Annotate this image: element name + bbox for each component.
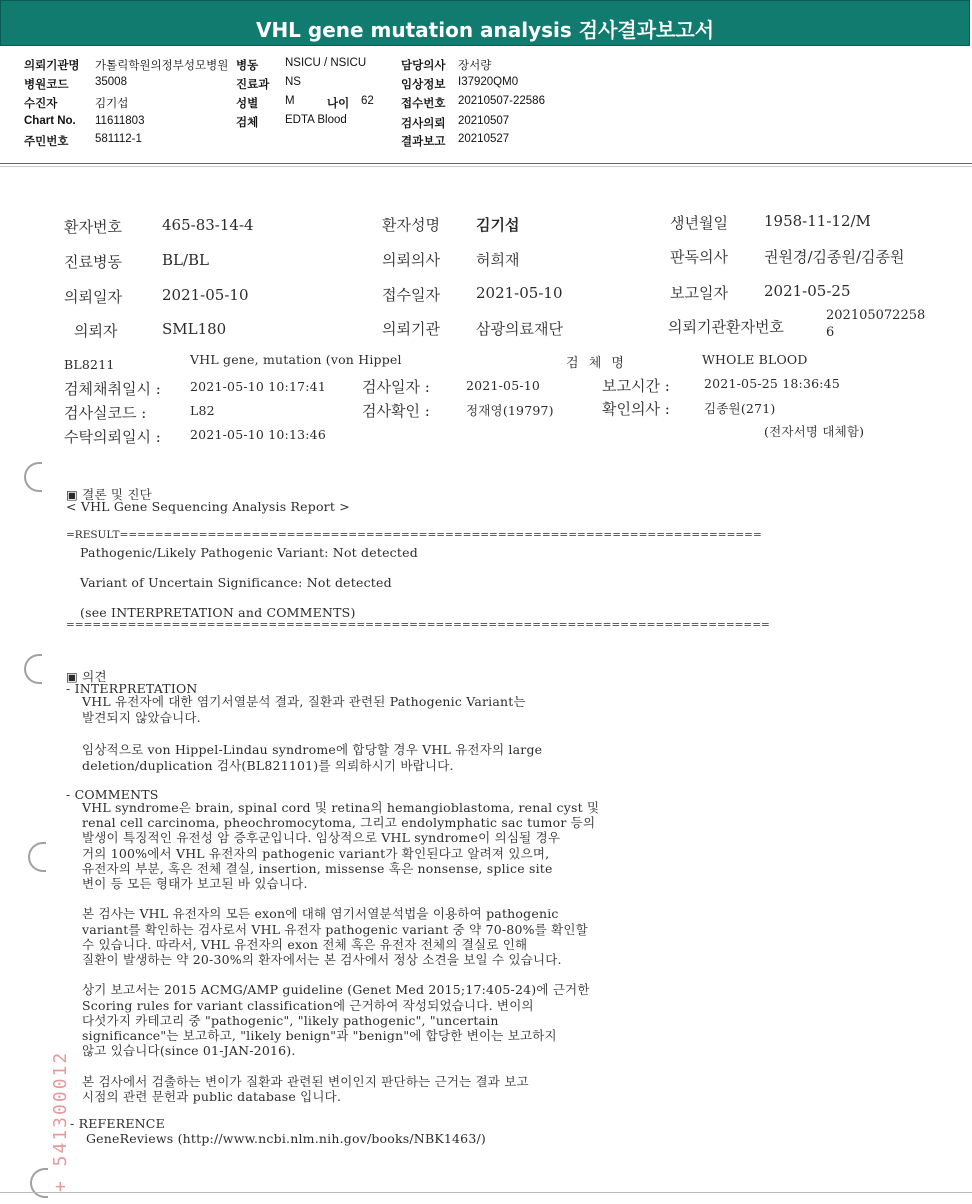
- comments-line: 변이 등 모든 형태가 보고된 바 있습니다.: [82, 876, 308, 892]
- specimen-value: WHOLE BLOOD: [702, 352, 808, 367]
- header-value: EDTA Blood: [285, 114, 347, 126]
- patient-label: 판독의사: [670, 248, 728, 266]
- header-value: I37920QM0: [458, 76, 519, 88]
- binder-hole: [30, 1168, 48, 1198]
- report-time-label: 보고시간 :: [602, 377, 670, 395]
- room-label: 검사실코드 :: [64, 404, 147, 422]
- esign-note: (전자서명 대체함): [764, 424, 865, 439]
- collect-label: 검체채취일시 :: [64, 380, 161, 398]
- header-label: 결과보고: [401, 136, 446, 148]
- comments-line: renal cell carcinoma, pheochromocytoma, 그리고 endolymphatic sac tumor 등의: [82, 815, 596, 831]
- patient-label: 생년월일: [670, 214, 728, 232]
- header-label: 접수번호: [401, 98, 446, 110]
- comments-line: [82, 967, 599, 982]
- header-value: 62: [361, 95, 374, 107]
- test-date-value: 2021-05-10: [466, 378, 541, 393]
- header-value: 581112-1: [95, 133, 142, 145]
- result-line-see: (see INTERPRETATION and COMMENTS): [80, 605, 356, 620]
- test-date-label: 검사일자 :: [362, 378, 430, 396]
- patient-label: 환자번호: [64, 218, 122, 236]
- header-value: 김기섭: [95, 98, 129, 110]
- comments-line: 질환이 발생하는 약 20-30%의 환자에서는 본 검사에서 정상 소견을 보일 수 있습니다.: [82, 952, 562, 968]
- reference-text: GeneReviews (http://www.ncbi.nlm.nih.gov/books/NBK1463/): [86, 1131, 486, 1146]
- comments-line: [82, 1058, 599, 1073]
- patient-value: 허희재: [476, 251, 520, 269]
- comments-line: 본 검사는 VHL 유전자의 모든 exon에 대해 염기서열분석법을 이용하여 pathogenic: [82, 906, 559, 922]
- patient-value: 2021-05-10: [162, 286, 249, 304]
- header-label: 담당의사: [401, 60, 446, 72]
- header-value: 20210527: [458, 133, 510, 145]
- page-bottom-edge: [0, 1192, 972, 1193]
- comments-line: 거의 100%에서 VHL 유전자의 pathogenic variant가 확인된다고 알려져 있으며,: [82, 845, 550, 861]
- header-label: 검체: [236, 117, 259, 129]
- comments-line: 상기 보고서는 2015 ACMG/AMP guideline (Genet Med 2015;17:405-24)에 근거한: [82, 982, 590, 998]
- header-value: 11611803: [95, 115, 145, 127]
- comments-line: [82, 891, 599, 906]
- conclusion-subtitle: < VHL Gene Sequencing Analysis Report >: [66, 499, 350, 514]
- patient-label: 의뢰의사: [382, 251, 440, 269]
- patient-value: 김기섭: [476, 216, 520, 234]
- header-label: 나이: [327, 98, 350, 110]
- consign-label: 수탁의뢰일시 :: [64, 428, 161, 446]
- binder-hole: [24, 654, 42, 684]
- header-value: NSICU / NSICU: [285, 57, 367, 69]
- binder-hole: [24, 462, 42, 492]
- collect-value: 2021-05-10 10:17:41: [190, 379, 326, 394]
- interpretation-line: VHL 유전자에 대한 염기서열분석 결과, 질환과 관련된 Pathogenic Variant는: [82, 694, 526, 709]
- header-row: 의뢰기관명: [24, 60, 80, 72]
- header-label: 성별: [236, 98, 259, 110]
- comments-line: 발생이 특징적인 유전성 암 증후군입니다. 임상적으로 VHL syndrome이 의심될 경우: [82, 830, 561, 846]
- header-label: 수진자: [24, 98, 58, 110]
- interpretation-text: [82, 694, 542, 774]
- patient-label: 진료병동: [64, 253, 122, 271]
- patient-value: 465-83-14-4: [162, 216, 254, 234]
- conclusion-heading: ▣ 결론 및 진단: [66, 487, 152, 502]
- comments-line: 다섯가지 카테고리 중 "pathogenic", "likely pathogenic", "uncertain: [82, 1012, 499, 1028]
- result-line-vus: Variant of Uncertain Significance: Not detected: [80, 575, 392, 590]
- header-value: 20210507-22586: [458, 95, 545, 107]
- comments-line: significance"는 보고하고, "likely benign"과 "benign"에 합당한 변이는 보고하지: [82, 1028, 557, 1044]
- binder-hole: [28, 842, 46, 872]
- patient-label: 의뢰일자: [64, 288, 122, 306]
- header-label: Chart No.: [24, 115, 76, 127]
- result-end-rule: ================================================================================: [66, 619, 770, 631]
- header-value: 장서량: [458, 60, 492, 72]
- header-value: 가톨릭학원의정부성모병원: [95, 60, 229, 72]
- comments-line: 시점의 관련 문헌과 public database 입니다.: [82, 1088, 342, 1104]
- header-label: 검사의뢰: [401, 118, 446, 130]
- result-line-pathogenic: Pathogenic/Likely Pathogenic Variant: Not detected: [80, 545, 418, 560]
- patient-value: 1958-11-12/M: [764, 212, 871, 230]
- confirm-value: 정재영(19797): [466, 403, 554, 418]
- patient-value: 2021-05-25: [764, 282, 851, 300]
- patient-label: 보고일자: [670, 284, 728, 302]
- comments-text: [82, 800, 599, 1104]
- comments-line: 않고 있습니다(since 01-JAN-2016).: [82, 1043, 296, 1059]
- header-divider: [0, 163, 972, 164]
- header-label: 진료과: [236, 79, 270, 91]
- header-value: M: [285, 95, 295, 107]
- interpretation-heading: - INTERPRETATION: [66, 681, 198, 696]
- patient-label: 의뢰기관환자번호: [668, 318, 784, 336]
- comments-line: 유전자의 부분, 혹은 전체 결실, insertion, missense 혹은 nonsense, splice site: [82, 860, 553, 876]
- header-label: 병동: [236, 60, 259, 72]
- header-value: 35008: [95, 76, 127, 88]
- header-label: 주민번호: [24, 136, 69, 148]
- patient-label: 의뢰기관: [382, 320, 440, 338]
- consign-value: 2021-05-10 10:13:46: [190, 427, 326, 442]
- patient-value: 202105072258: [826, 308, 926, 323]
- confirm-label: 검사확인 :: [362, 402, 430, 420]
- specimen-label: 검 체 명: [566, 356, 627, 371]
- comments-line: Scoring rules for variant classification에 근거하여 작성되었습니다. 변이의: [82, 997, 534, 1013]
- comments-heading: - COMMENTS: [66, 787, 159, 802]
- result-rule: =RESULT=========================================================================: [66, 529, 762, 541]
- patient-value: SML180: [162, 320, 227, 338]
- patient-label: 환자성명: [382, 216, 440, 234]
- patient-value: BL/BL: [162, 251, 210, 269]
- test-code: BL8211: [64, 357, 115, 372]
- report-time-value: 2021-05-25 18:36:45: [704, 376, 840, 391]
- room-value: L82: [190, 403, 215, 418]
- confirm-doc-value: 김종원(271): [704, 401, 776, 416]
- header-divider-shadow: [0, 166, 972, 167]
- test-name: VHL gene, mutation (von Hippel: [190, 352, 402, 367]
- patient-value-wrap: 6: [826, 325, 835, 340]
- reference-heading: - REFERENCE: [70, 1116, 165, 1131]
- comments-line: VHL syndrome은 brain, spinal cord 및 retina의 hemangioblastoma, renal cyst 및: [82, 800, 600, 815]
- header-label: 임상정보: [401, 79, 446, 91]
- header-label: 병원코드: [24, 79, 69, 91]
- patient-value: 삼광의료재단: [476, 320, 563, 338]
- interpretation-line: [82, 726, 542, 742]
- header-value: 20210507: [458, 115, 510, 127]
- opinion-heading: ▣ 의견: [66, 669, 107, 684]
- interpretation-line: 임상적으로 von Hippel-Lindau syndrome에 합당할 경우 VHL 유전자의 large: [82, 742, 543, 757]
- patient-label: 접수일자: [382, 286, 440, 304]
- patient-value: 권원경/김종원/김종원: [764, 248, 905, 266]
- interpretation-line: deletion/duplication 검사(BL821101)를 의뢰하시기 바랍니다.: [82, 758, 454, 773]
- comments-line: variant를 확인하는 검사로서 VHL 유전자 pathogenic variant 중 약 70-80%를 확인할: [82, 921, 588, 937]
- confirm-doc-label: 확인의사 :: [602, 400, 670, 418]
- patient-value: 2021-05-10: [476, 284, 563, 302]
- report-title: VHL gene mutation analysis 검사결과보고서: [0, 0, 970, 46]
- comments-line: 수 있습니다. 따라서, VHL 유전자의 exon 전체 혹은 유전자 전체의 결실로 인해: [82, 936, 528, 952]
- interpretation-line: 발견되지 않았습니다.: [82, 710, 201, 725]
- comments-line: 본 검사에서 검출하는 변이가 질환과 관련된 변이인지 판단하는 근거는 결과 보고: [82, 1073, 529, 1089]
- side-stamp: + 541300012: [50, 1050, 71, 1192]
- header-value: NS: [285, 76, 301, 88]
- patient-label: 의뢰자: [74, 322, 118, 340]
